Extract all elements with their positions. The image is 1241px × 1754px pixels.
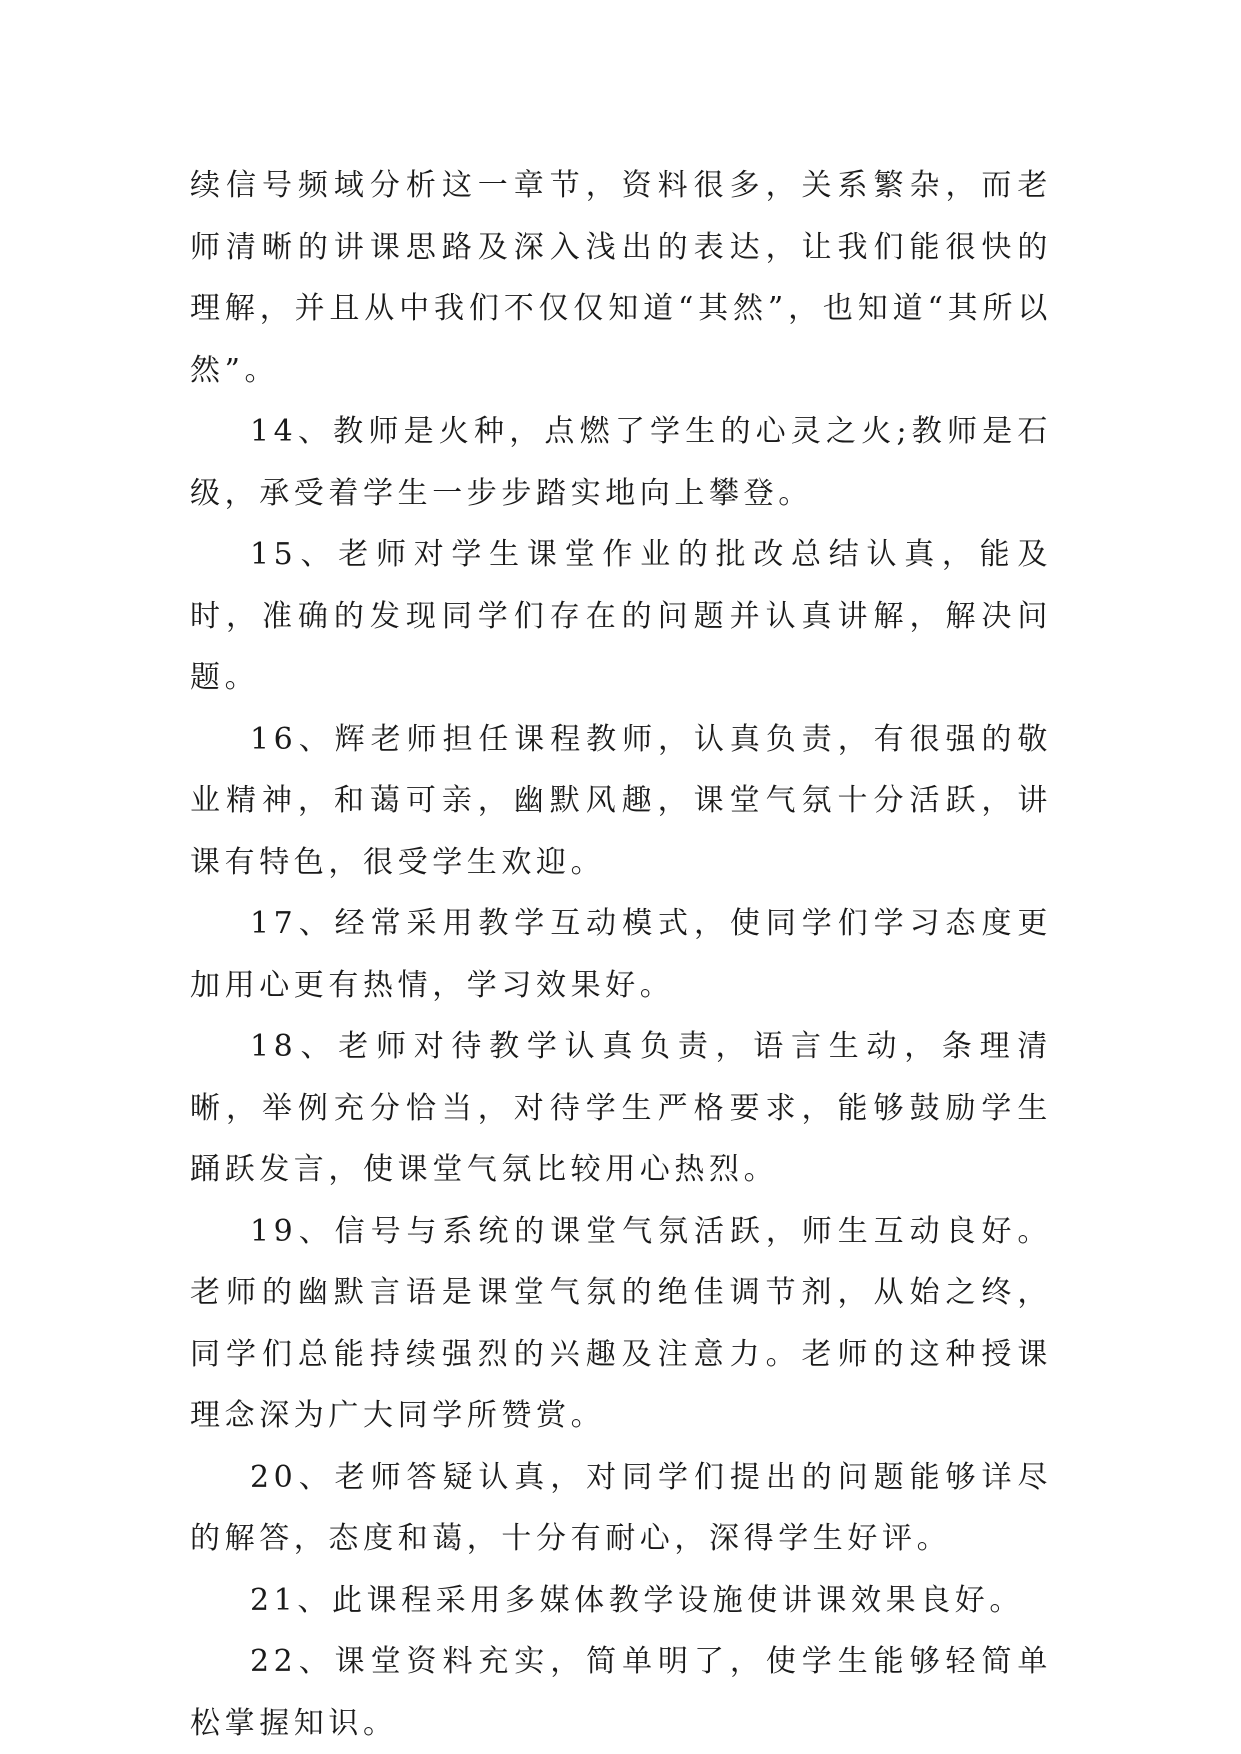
paragraph-item-20: 20、老师答疑认真，对同学们提出的问题能够详尽的解答，态度和蔼，十分有耐心，深得学生好评。	[190, 1459, 1052, 1556]
paragraph-item-16: 16、辉老师担任课程教师，认真负责，有很强的敬业精神，和蔼可亲，幽默风趣，课堂气氛十分活跃，讲课有特色，很受学生欢迎。	[190, 721, 1052, 880]
paragraph-item-22: 22、课堂资料充实，简单明了，使学生能够轻简单松掌握知识。	[190, 1644, 1052, 1741]
paragraph-item-17: 17、经常采用教学互动模式，使同学们学习态度更加用心更有热情，学习效果好。	[190, 906, 1052, 1003]
document-body	[190, 155, 1052, 1754]
paragraph-item-15: 15、老师对学生课堂作业的批改总结认真，能及时，准确的发现同学们存在的问题并认真讲解，解决问题。	[190, 537, 1052, 695]
paragraph-item-14: 14、教师是火种，点燃了学生的心灵之火;教师是石级，承受着学生一步步踏实地向上攀登。	[190, 414, 1052, 511]
paragraph-item-18: 18、老师对待教学认真负责，语言生动，条理清晰，举例充分恰当，对待学生严格要求，能够鼓励学生踊跃发言，使课堂气氛比较用心热烈。	[190, 1029, 1052, 1187]
paragraph-item-21: 21、此课程采用多媒体教学设施使讲课效果良好。	[250, 1582, 1024, 1618]
paragraph-continued: 续信号频域分析这一章节，资料很多，关系繁杂，而老师清晰的讲课思路及深入浅出的表达，让我们能很快的理解，并且从中我们不仅仅知道“其然”，也知道“其所以然”。	[190, 168, 1052, 388]
paragraph-item-19: 19、信号与系统的课堂气氛活跃，师生互动良好。老师的幽默言语是课堂气氛的绝佳调节剂，从始之终，同学们总能持续强烈的兴趣及注意力。老师的这种授课理念深为广大同学所赞赏。	[190, 1213, 1052, 1433]
